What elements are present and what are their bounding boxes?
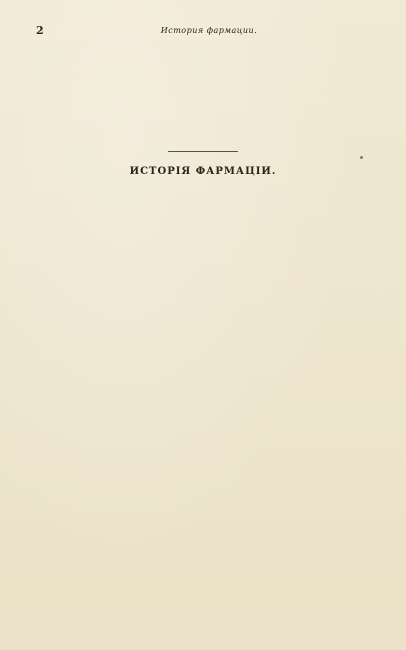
intro-paragraph: [44, 176, 384, 376]
page-number: 2: [36, 24, 44, 37]
first-period-paragraph: [44, 382, 384, 637]
section-title: ИСТОРІЯ ФАРМАЦІИ.: [129, 166, 277, 178]
running-head: [36, 24, 382, 38]
running-title: История фармации.: [160, 26, 258, 35]
continuation-paragraph: [44, 42, 384, 142]
scan-speck: [360, 156, 363, 159]
section-divider: [168, 151, 238, 152]
